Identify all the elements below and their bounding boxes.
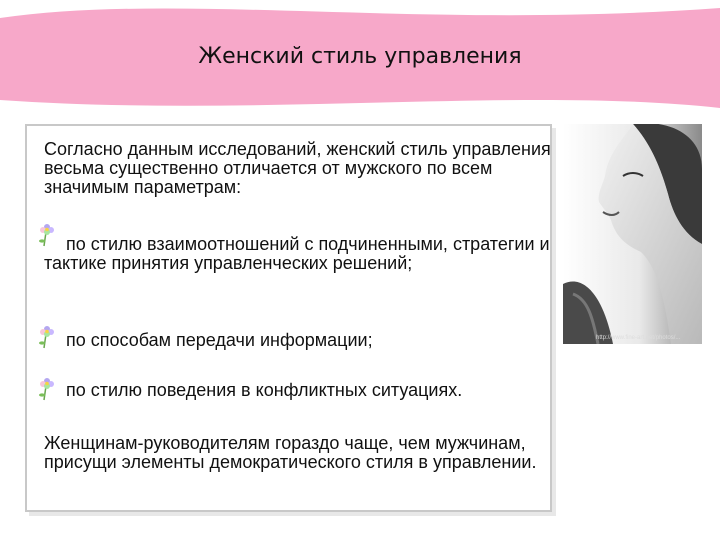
bullet-item: по стилю взаимоотношений с подчиненными, стратегии и тактике принятия управленческих решений; [44, 234, 550, 273]
slide-title: Женский стиль управления [198, 44, 522, 69]
woman-profile-photo [563, 124, 702, 344]
bullet-item: по стилю поведения в конфликтных ситуациях. [66, 380, 463, 400]
photo-caption: http://www.fine-art.net/photos/... [596, 335, 681, 341]
bullet-item: по способам передачи информации; [66, 330, 373, 350]
intro-paragraph: Согласно данным исследований, женский стиль управления весьма существенно отличается от мужского по всем значимым параметрам: [44, 139, 551, 197]
conclusion-paragraph: Женщинам-руководителям гораздо чаще, чем мужчинам, присущи элементы демократического стиля в управлении. [44, 433, 537, 472]
